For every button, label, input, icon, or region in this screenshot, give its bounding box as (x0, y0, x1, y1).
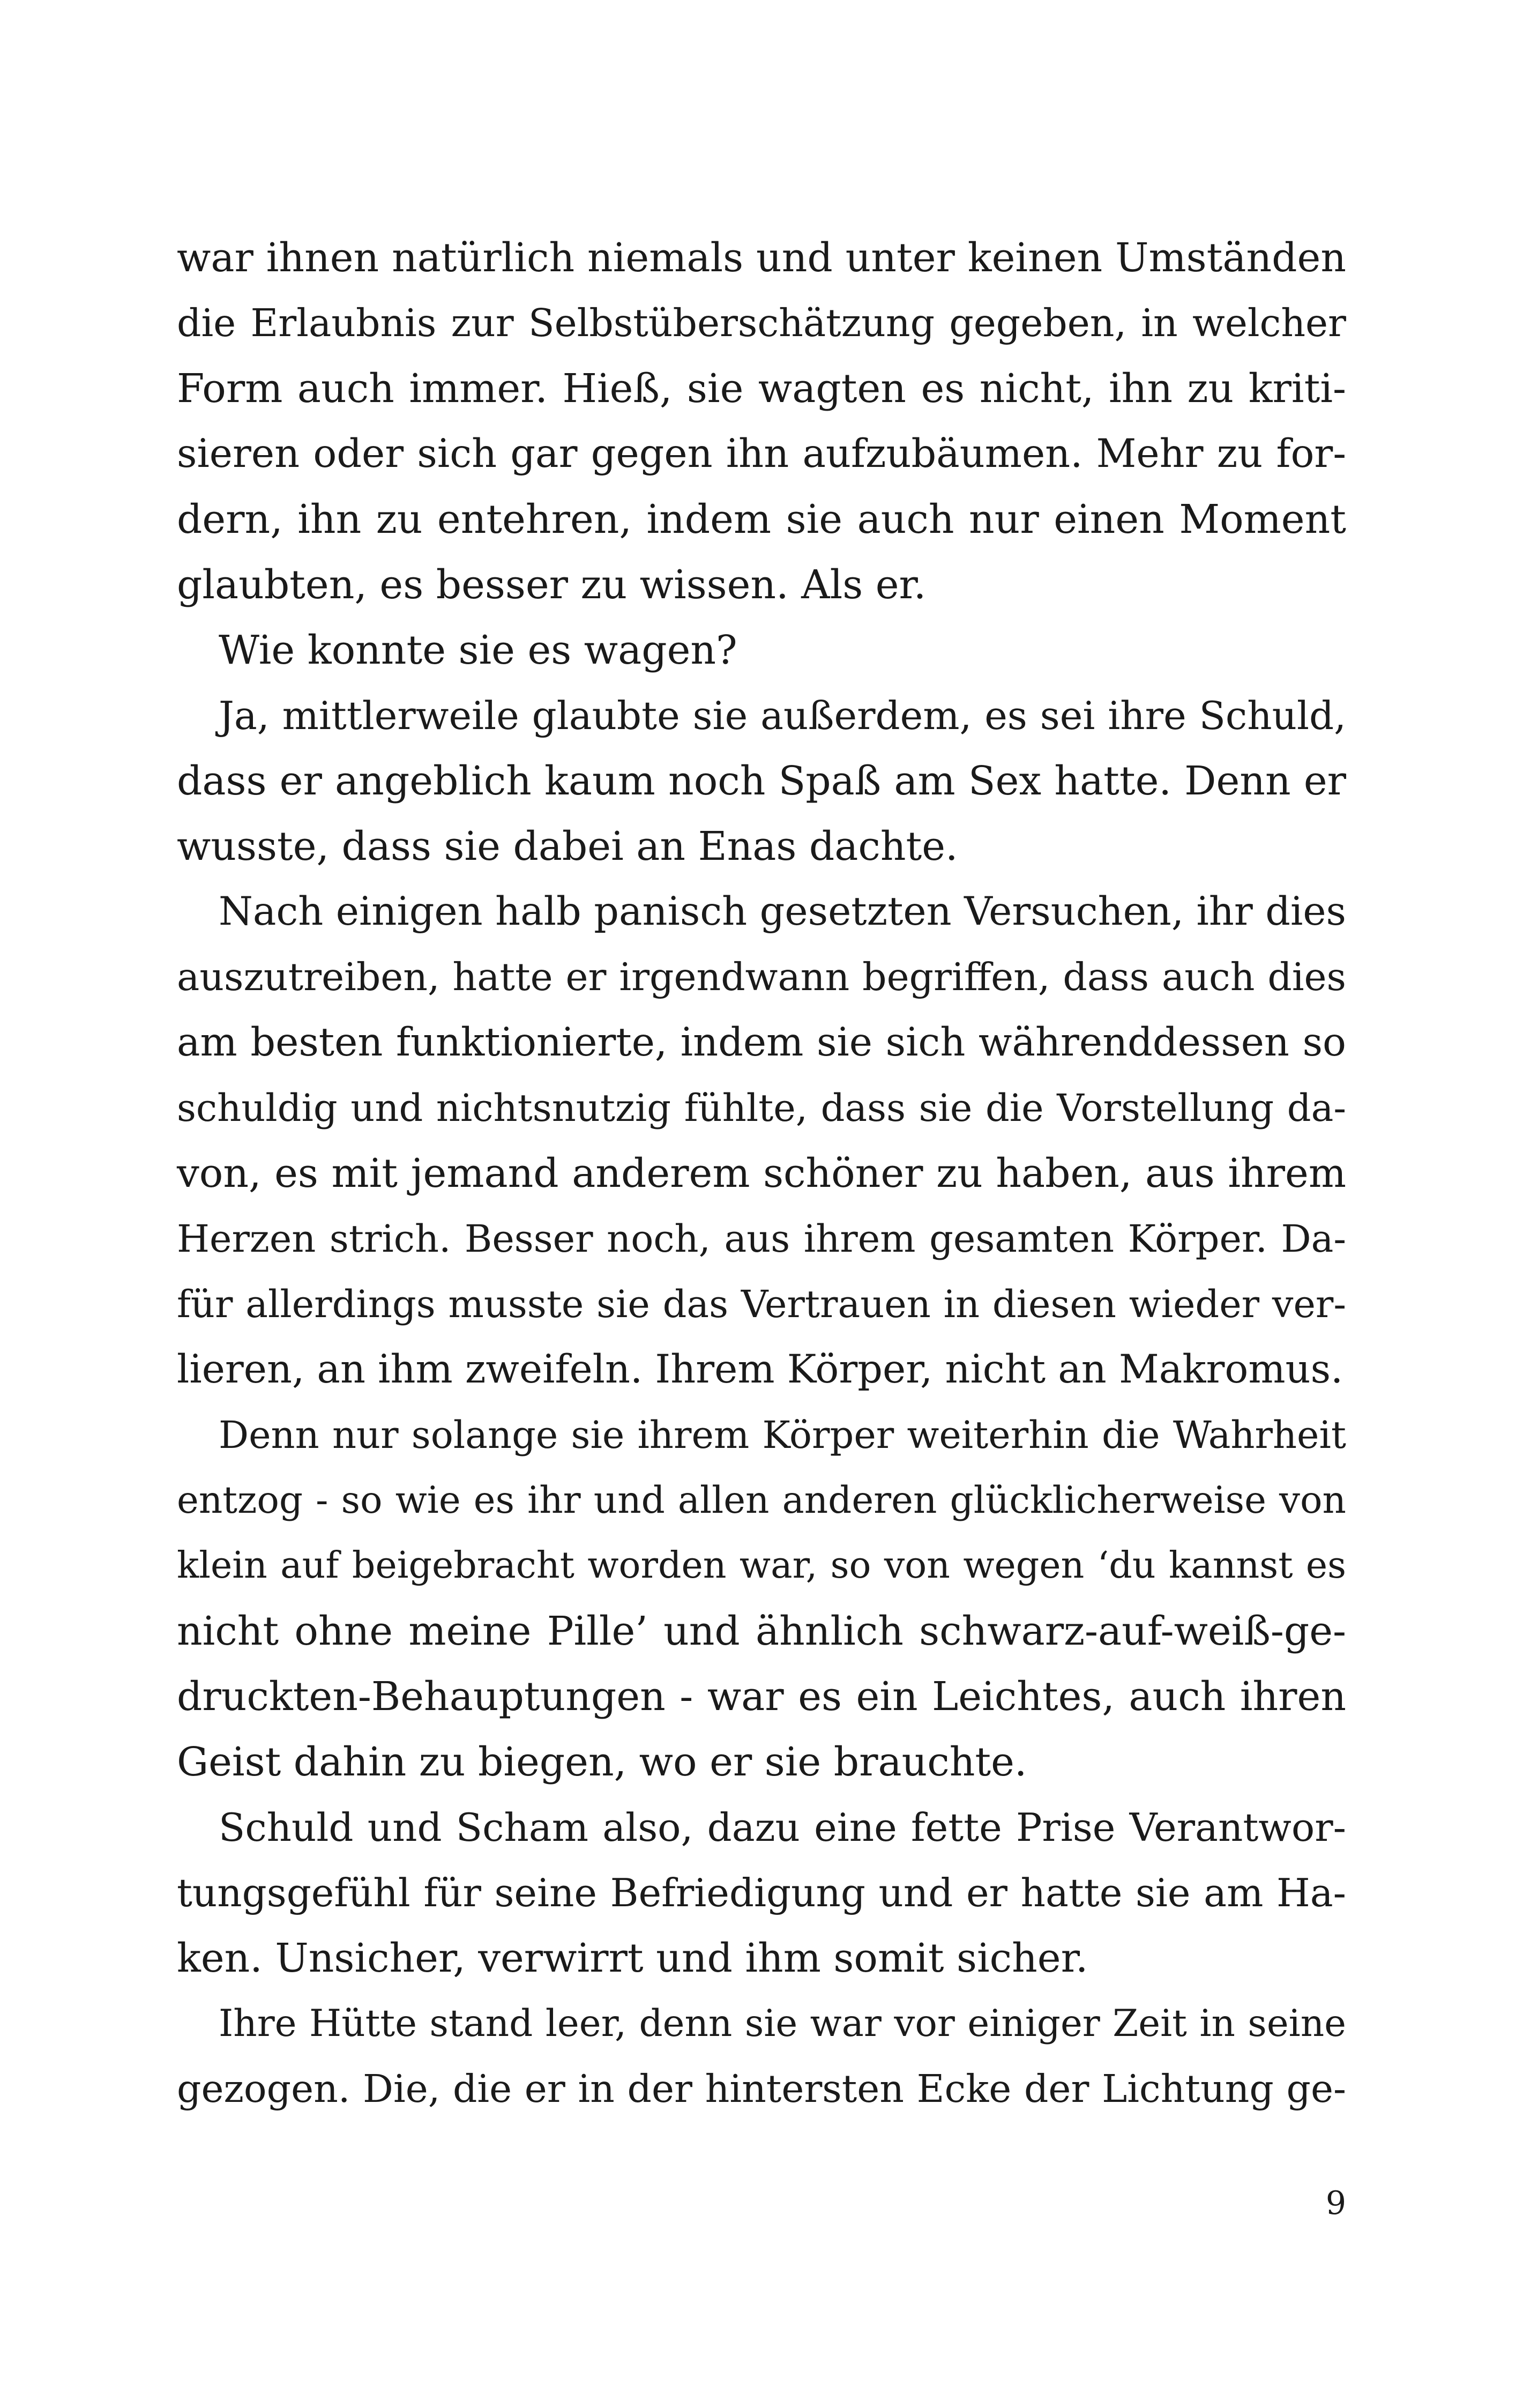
text-line: für allerdings musste sie das Vertrauen in diesen wieder ver- (177, 1282, 1346, 1326)
text-line: glaubten, es besser zu wissen. Als er. (177, 562, 927, 608)
text-line: von, es mit jemand anderem schöner zu haben, aus ihrem (177, 1150, 1346, 1196)
text-line: schuldig und nichtsnutzig fühlte, dass sie die Vorstellung da- (177, 1086, 1346, 1130)
text-line: Ihre Hütte stand leer, denn sie war vor einiger Zeit in seine (219, 2002, 1346, 2045)
text-line: entzog - so wie es ihr und allen anderen glücklicherweise von (177, 1479, 1346, 1522)
text-line: tungsgefühl für seine Befriedigung und er hatte sie am Ha- (177, 1870, 1346, 1915)
text-line: Herzen strich. Besser noch, aus ihrem gesamten Körper. Da- (177, 1217, 1346, 1261)
text-line: dern, ihn zu entehren, indem sie auch nur einen Moment (177, 496, 1346, 542)
text-line: lieren, an ihm zweifeln. Ihrem Körper, nicht an Makromus. (177, 1347, 1343, 1392)
body-text (177, 225, 1346, 2122)
text-line: Schuld und Scham also, dazu eine fette Prise Verantwor- (219, 1805, 1346, 1850)
text-line: Wie konnte sie es wagen? (219, 627, 737, 673)
text-line: druckten-Behauptungen - war es ein Leichtes, auch ihren (177, 1674, 1346, 1720)
text-line: Geist dahin zu biegen, wo er sie brauchte. (177, 1739, 1027, 1785)
text-line: Form auch immer. Hieß, sie wagten es nicht, ihn zu kriti- (177, 366, 1346, 412)
text-line: Ja, mittlerweile glaubte sie außerdem, es sei ihre Schuld, (219, 693, 1346, 738)
text-line: nicht ohne meine Pille’ und ähnlich schwarz-auf-weiß-ge- (177, 1608, 1346, 1654)
text-line: am besten funktionierte, indem sie sich währenddessen so (177, 1020, 1346, 1065)
text-line: sieren oder sich gar gegen ihn aufzubäumen. Mehr zu for- (177, 431, 1346, 477)
page-number: 9 (1325, 2184, 1346, 2222)
text-line: klein auf beigebracht worden war, so von wegen ‘du kannst es (177, 1544, 1346, 1587)
text-line: ken. Unsicher, verwirrt und ihm somit sicher. (177, 1935, 1088, 1981)
text-line: Nach einigen halb panisch gesetzten Versuchen, ihr dies (219, 889, 1346, 934)
text-line: die Erlaubnis zur Selbstüberschätzung gegeben, in welcher (177, 301, 1346, 345)
text-line: Denn nur solange sie ihrem Körper weiterhin die Wahrheit (219, 1413, 1346, 1457)
text-line: dass er angeblich kaum noch Spaß am Sex hatte. Denn er (177, 758, 1346, 804)
text-line: wusste, dass sie dabei an Enas dachte. (177, 823, 958, 869)
text-line: gezogen. Die, die er in der hintersten Ecke der Lichtung ge- (177, 2067, 1346, 2111)
text-line: auszutreiben, hatte er irgendwann begriffen, dass auch dies (177, 955, 1346, 999)
text-line: war ihnen natürlich niemals und unter keinen Umständen (177, 235, 1346, 281)
